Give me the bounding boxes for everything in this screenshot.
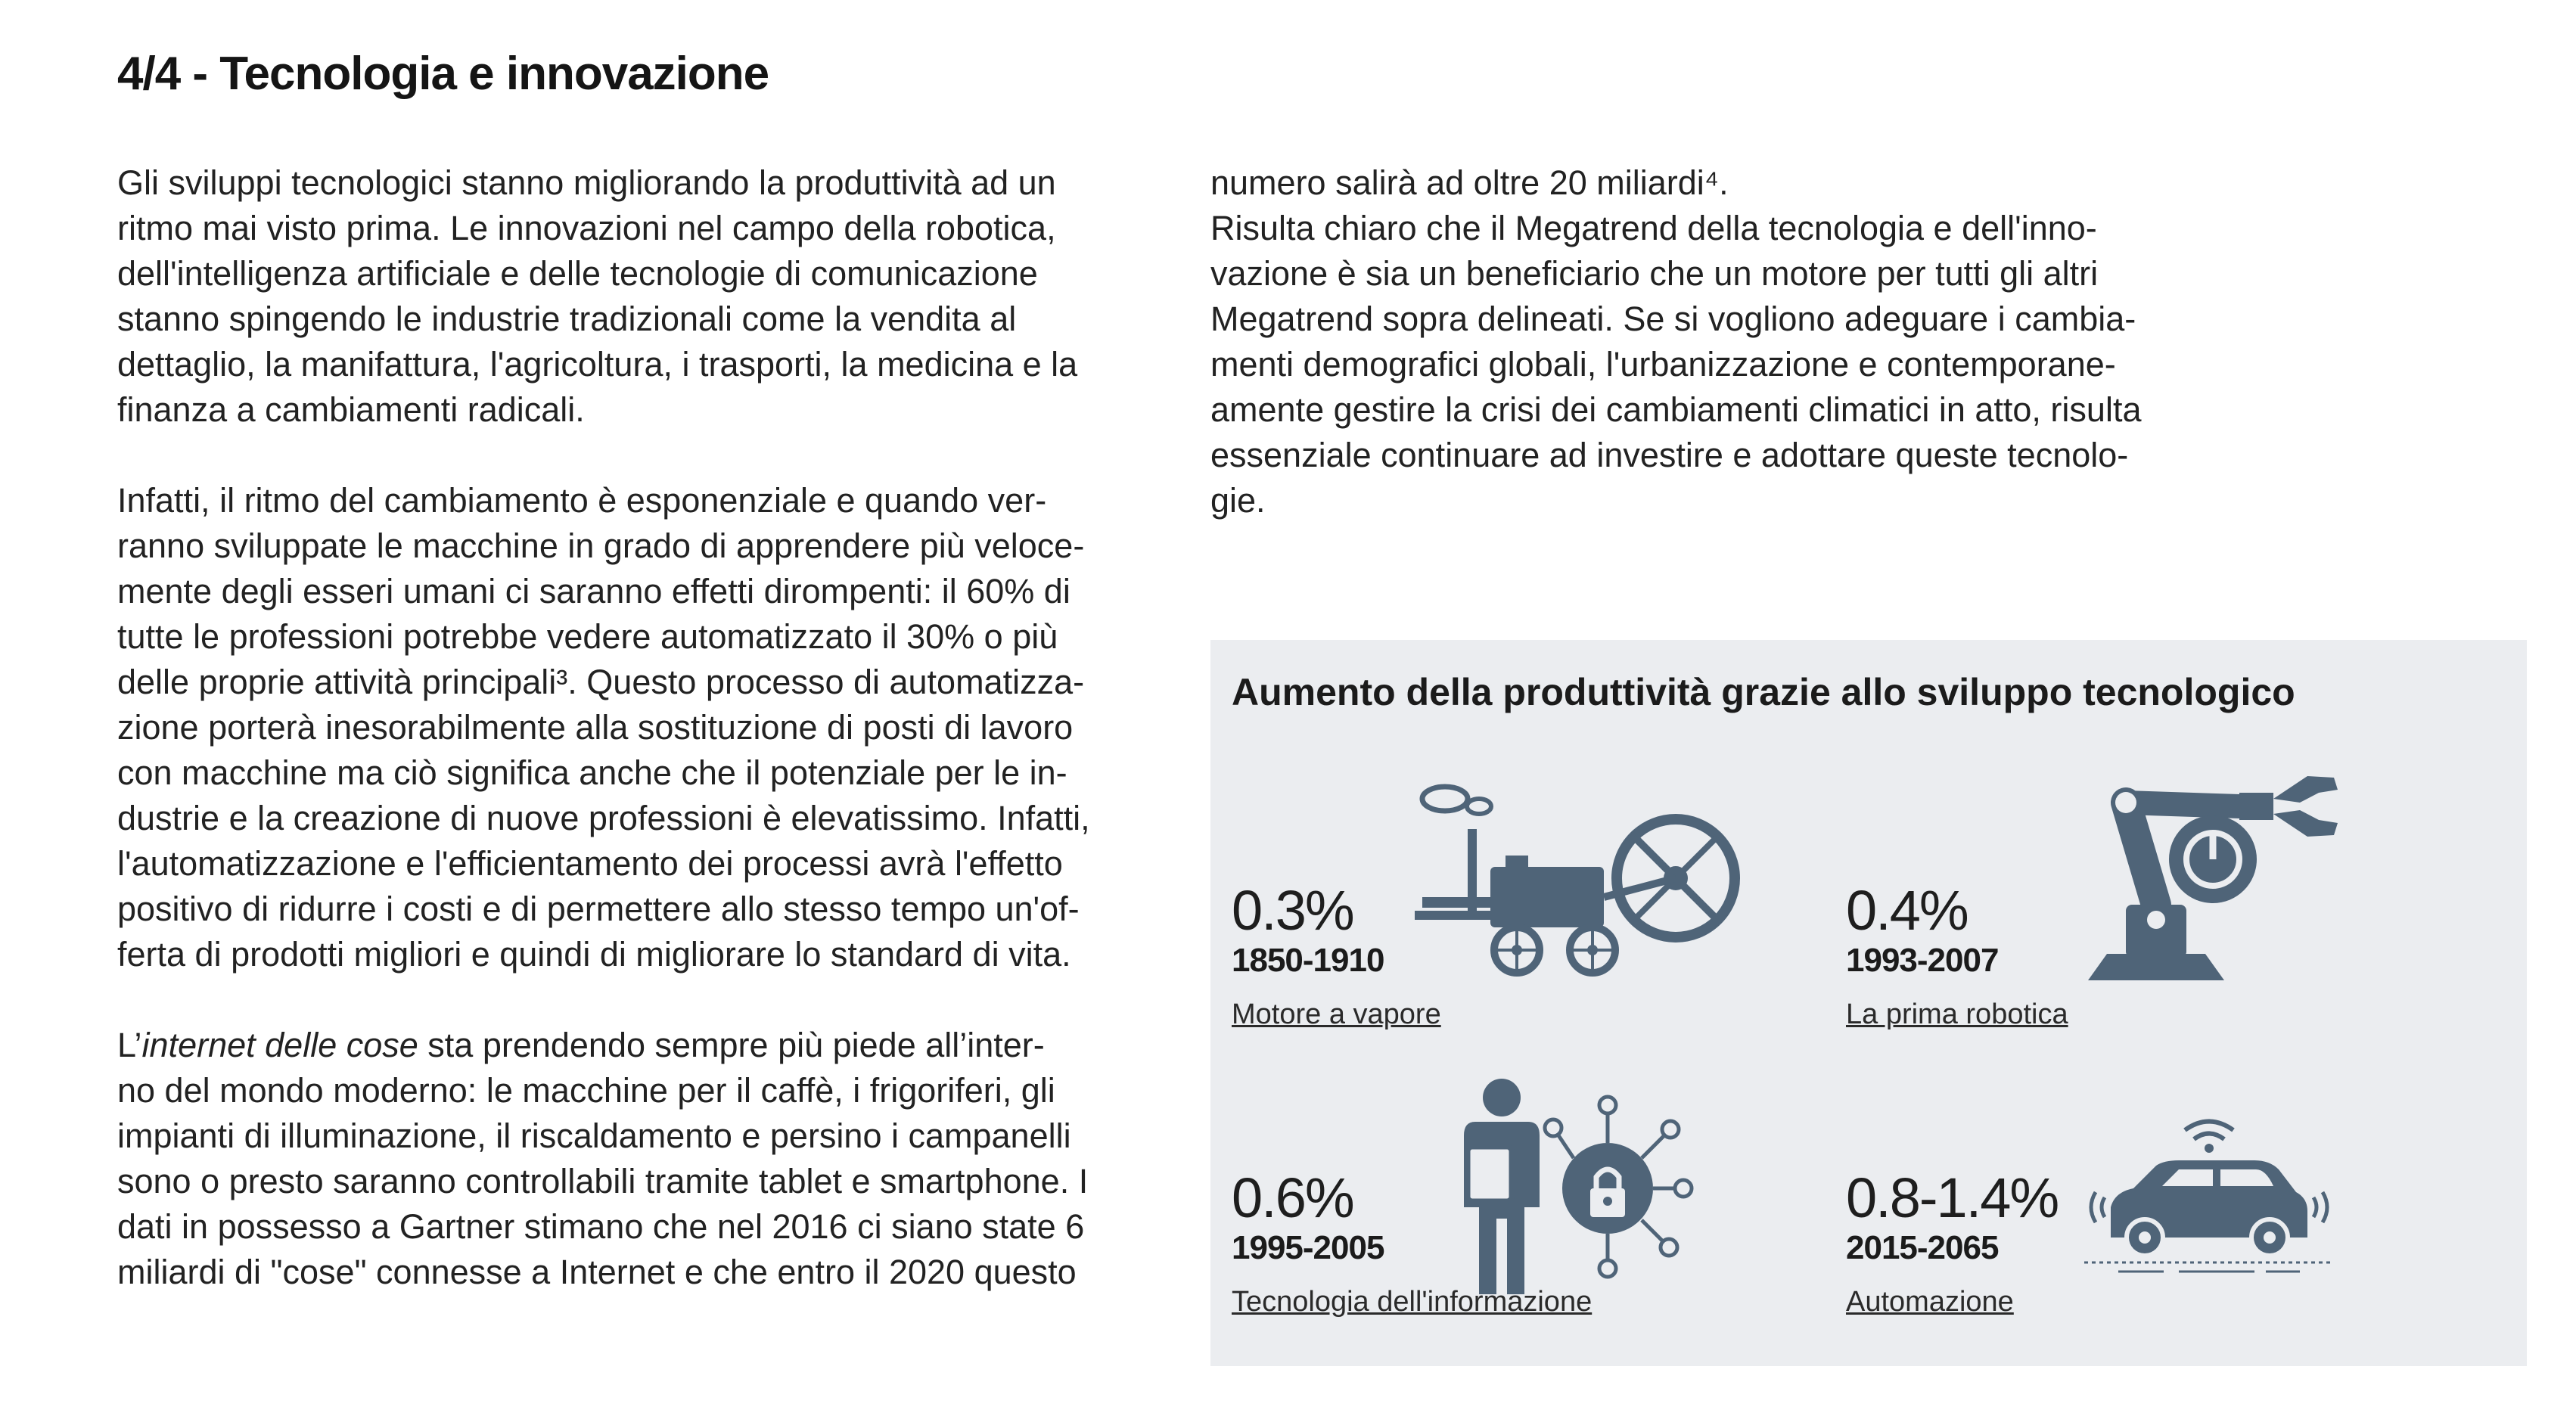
text-line: Risulta chiaro che il Megatrend della tecnologia e dell'inno- <box>1210 209 2097 247</box>
text-line: no del mondo moderno: le macchine per il caffè, i frigoriferi, gli <box>117 1071 1055 1110</box>
stat-percent: 0.8-1.4% <box>1846 1166 2059 1229</box>
text-line: essenziale continuare ad investire e adottare queste tecnolo- <box>1210 436 2129 474</box>
stat-robotics <box>1846 880 2068 1033</box>
text-fragment: L’ <box>117 1026 142 1064</box>
text-line: ranno sviluppate le macchine in grado di apprendere più veloce- <box>117 526 1085 565</box>
robot-arm-icon <box>2073 769 2353 988</box>
paragraph-automation <box>117 478 1176 977</box>
text-line <box>117 1023 1176 1068</box>
steam-engine-icon <box>1407 784 1740 980</box>
stat-period: 2015-2065 <box>1846 1229 1999 1266</box>
text-line: gie. <box>1210 481 1266 520</box>
text-line: numero salirà ad oltre 20 miliardi⁴. <box>1210 163 1729 202</box>
text-line: amente gestire la crisi dei cambiamenti climatici in atto, risulta <box>1210 390 2142 429</box>
stat-label: La prima robotica <box>1846 998 2068 1030</box>
text-line: tutte le professioni potrebbe vedere automatizzato il 30% o più <box>117 617 1058 656</box>
page-title: 4/4 - Tecnologia e innovazione <box>117 48 769 100</box>
text-line: finanza a cambiamenti radicali. <box>117 390 585 429</box>
text-line: sono o presto saranno controllabili tramite tablet e smartphone. I <box>117 1162 1089 1200</box>
text-line: vazione è sia un beneficiario che un motore per tutti gli altri <box>1210 254 2099 293</box>
text-line: ritmo mai visto prima. Le innovazioni nel campo della robotica, <box>117 209 1056 247</box>
text-line: delle proprie attività principali³. Questo processo di automatizza- <box>117 663 1085 701</box>
text-line: l'automatizzazione e l'efficientamento dei processi avrà l'effetto <box>117 844 1063 883</box>
text-fragment: sta prendendo sempre più piede all’inter- <box>418 1026 1045 1064</box>
stat-period: 1850-1910 <box>1232 942 1384 979</box>
text-line: con macchine ma ciò significa anche che il potenziale per le in- <box>117 753 1067 792</box>
infographic-title: Aumento della produttività grazie allo sviluppo tecnologico <box>1232 671 2295 713</box>
paragraph-megatrend <box>1210 160 2270 523</box>
stat-percent: 0.4% <box>1846 879 1968 942</box>
text-line: zione porterà inesorabilmente alla sostituzione di posti di lavoro <box>117 708 1074 747</box>
stat-period: 1993-2007 <box>1846 942 1999 979</box>
text-line: miliardi di "cose" connesse a Internet e che entro il 2020 questo <box>117 1253 1077 1291</box>
stat-period: 1995-2005 <box>1232 1229 1384 1266</box>
stat-automation <box>1846 1168 2058 1321</box>
text-line: Gli sviluppi tecnologici stanno migliorando la produttività ad un <box>117 163 1056 202</box>
paragraph-productivity <box>117 160 1176 433</box>
stat-percent: 0.6% <box>1232 1166 1353 1229</box>
information-technology-icon <box>1453 1075 1695 1302</box>
text-line: Megatrend sopra delineati. Se si vogliono adeguare i cambia- <box>1210 300 2136 338</box>
connected-car-icon <box>2080 1109 2338 1275</box>
text-line: mente degli esseri umani ci saranno effetti dirompenti: il 60% di <box>117 572 1070 610</box>
text-line: dell'intelligenza artificiale e delle tecnologie di comunicazione <box>117 254 1038 293</box>
text-line: Infatti, il ritmo del cambiamento è esponenziale e quando ver- <box>117 481 1047 520</box>
paragraph-iot <box>117 1023 1176 1295</box>
left-text-column <box>117 160 1176 1295</box>
italic-term: internet delle cose <box>141 1026 418 1064</box>
text-line: menti demografici globali, l'urbanizzazione e contemporane- <box>1210 345 2116 384</box>
stat-label: Motore a vapore <box>1232 998 1441 1030</box>
text-line: dati in possesso a Gartner stimano che nel 2016 ci siano state 6 <box>117 1207 1085 1246</box>
text-line: dettaglio, la manifattura, l'agricoltura, i trasporti, la medicina e la <box>117 345 1078 384</box>
stat-percent: 0.3% <box>1232 879 1353 942</box>
text-line: stanno spingendo le industrie tradizionali come la vendita al <box>117 300 1017 338</box>
infographic-panel <box>1210 640 2527 1366</box>
text-line: dustrie e la creazione di nuove professioni è elevatissimo. Infatti, <box>117 799 1090 837</box>
text-line: positivo di ridurre i costi e di permettere allo stesso tempo un'of- <box>117 890 1080 928</box>
stat-label: Automazione <box>1846 1286 2014 1318</box>
text-line: ferta di prodotti migliori e quindi di migliorare lo standard di vita. <box>117 935 1071 974</box>
stat-label: Tecnologia dell'informazione <box>1232 1286 1593 1318</box>
right-text-column <box>1210 160 2270 523</box>
text-line: impianti di illuminazione, il riscaldamento e persino i campanelli <box>117 1116 1071 1155</box>
